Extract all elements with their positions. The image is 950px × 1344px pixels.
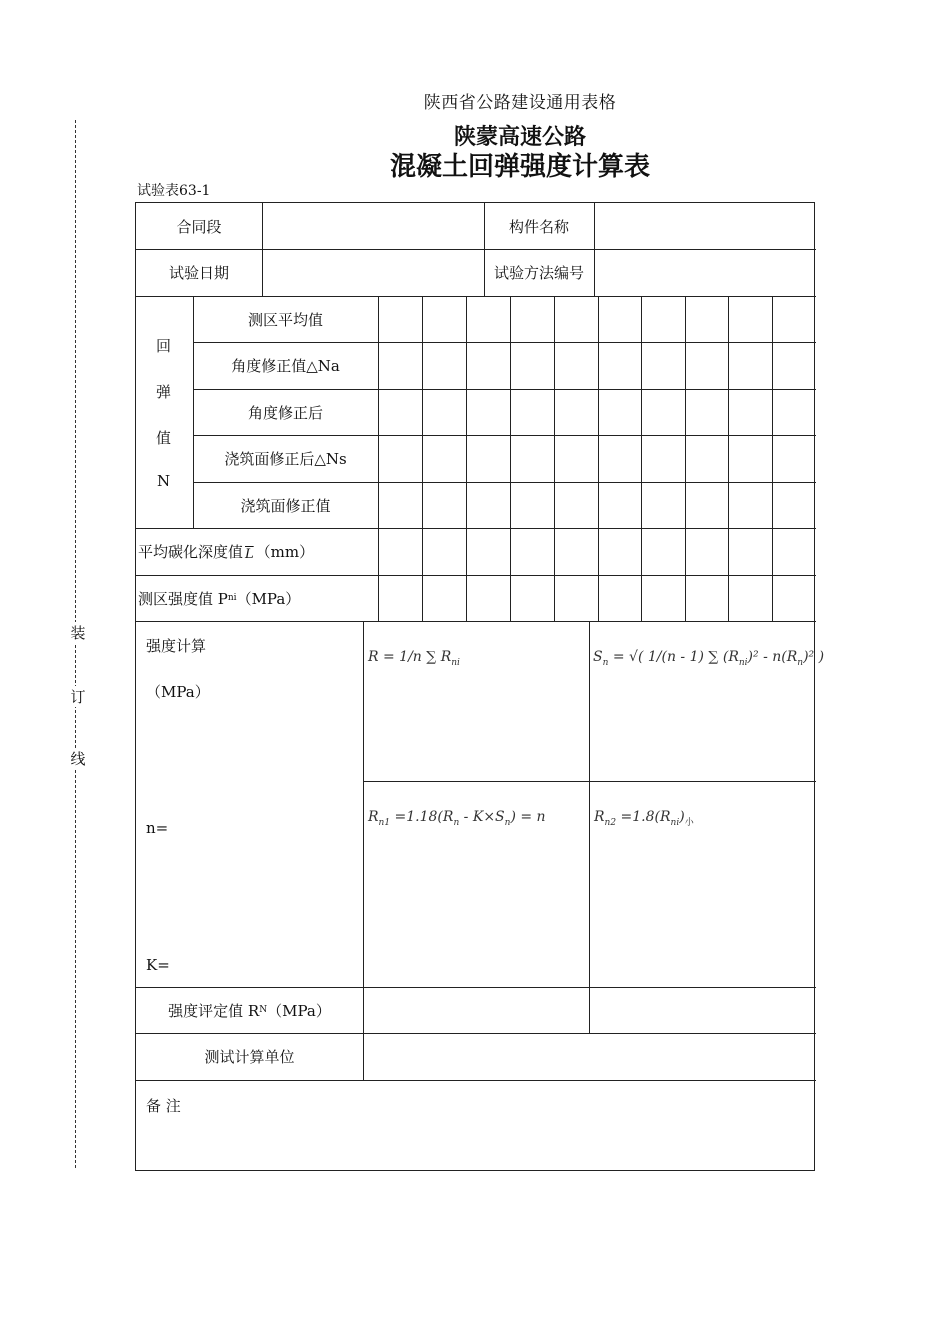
carbonation-label [136, 528, 380, 575]
evaluation-value-2[interactable] [589, 987, 816, 1033]
contract-section-value[interactable] [262, 203, 484, 249]
carbonation-symbol: $\overline{L}$ [245, 547, 254, 562]
evaluation-value-1[interactable] [363, 987, 589, 1033]
rebound-row-label: 浇筑面修正值 [240, 496, 331, 515]
strength-point-label: 测区强度值 P ni （MPa） [138, 589, 301, 608]
rebound-group-char-1: 回 [156, 337, 172, 355]
formula-mean: R = 1/n ∑ $R_{ni}$ [368, 649, 460, 668]
formula-rn2: $R_{n2} =1.8(R_{ni})_小$ [594, 809, 694, 828]
evaluation-label: 强度评定值 R N （MPa） [168, 1001, 331, 1020]
title-line-1: 陕蒙高速公路 [453, 125, 586, 150]
rebound-row-label: 浇筑面修正后△Ns [224, 450, 347, 468]
carbonation-unit: （mm） [255, 543, 315, 561]
binding-char-3: 线 [70, 750, 86, 768]
test-unit-value[interactable] [363, 1033, 816, 1080]
formula-std-dev: $S_n$ = √( 1/(n - 1) ∑ $(R_{ni})^2 - n(R_n)^2$ ) [593, 649, 825, 668]
test-date-value[interactable] [262, 249, 484, 296]
rebound-group-char-4: N [157, 472, 171, 490]
component-name-value[interactable] [594, 203, 816, 249]
contract-section-label: 合同段 [176, 217, 222, 236]
form-number: 试验表63-1 [137, 183, 211, 199]
formula-rn1: $R_{n1} =1.18(R_n - K\times S_n) = n$ [368, 809, 546, 828]
binding-char-1: 装 [70, 624, 86, 642]
n-label: n= [146, 819, 169, 837]
binding-line [75, 120, 76, 1168]
test-method-value[interactable] [594, 249, 816, 296]
test-unit-label: 测试计算单位 [204, 1048, 295, 1066]
calc-label: 强度计算 [146, 637, 207, 655]
remarks-label: 备 注 [146, 1097, 181, 1115]
rebound-row-label: 测区平均值 [247, 310, 323, 329]
header-top-line: 陕西省公路建设通用表格 [423, 93, 617, 113]
rebound-row-label: 角度修正后 [247, 403, 323, 422]
rebound-row-label: 角度修正值△Na [231, 357, 340, 375]
test-method-label: 试验方法编号 [493, 264, 584, 282]
k-label: K= [146, 956, 170, 974]
remarks-area[interactable] [136, 1080, 816, 1172]
calc-unit: （MPa） [146, 683, 210, 701]
rebound-group-char-3: 值 [156, 429, 172, 447]
carbonation-text: 平均碳化深度值 [138, 543, 244, 561]
title-line-2: 混凝土回弹强度计算表 [389, 152, 650, 182]
component-name-label: 构件名称 [508, 217, 569, 236]
rebound-group-char-2: 弹 [156, 383, 172, 401]
test-date-label: 试验日期 [168, 264, 229, 282]
binding-char-2: 订 [70, 688, 86, 706]
calc-table [135, 202, 825, 1171]
